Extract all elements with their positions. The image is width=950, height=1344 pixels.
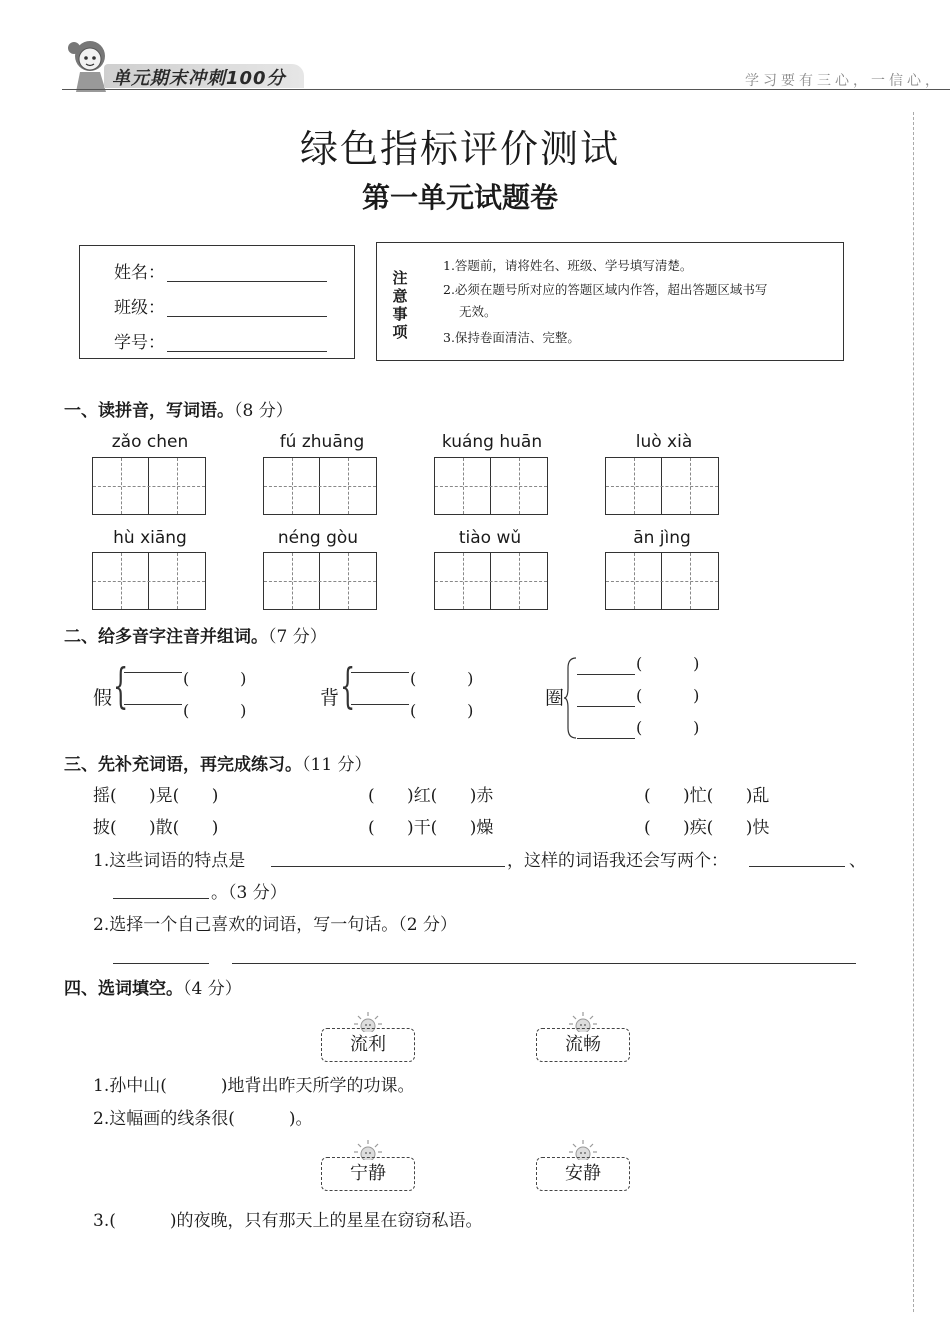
brace-icon: {: [340, 658, 356, 714]
question-text[interactable]: 1.孙中山( )地背出昨天所学的功课。: [93, 1076, 415, 1096]
brace-icon: [564, 656, 578, 740]
notice-item: 2.必须在题号所对应的答题区域内作答，超出答题区域书写: [443, 282, 768, 297]
pinyin-label: zǎo chen: [111, 432, 189, 452]
cut-line: [913, 112, 914, 1312]
section-1-heading: [64, 396, 293, 421]
question-text: 。（3 分）: [211, 883, 287, 903]
polyphone-char: 圈: [545, 687, 565, 709]
pinyin-paren[interactable]: ( ): [636, 654, 700, 673]
idiom-fill[interactable]: ( )干( )燥: [368, 818, 494, 838]
name-blank[interactable]: [167, 281, 327, 282]
pinyin-paren[interactable]: ( ): [410, 669, 474, 688]
answer-blank[interactable]: [113, 963, 209, 964]
id-field[interactable]: [114, 328, 327, 353]
name-field[interactable]: [114, 258, 327, 283]
writing-grid[interactable]: [92, 457, 206, 515]
question-text: 2.选择一个自己喜欢的词语，写一句话。（2 分）: [93, 915, 457, 935]
pinyin-label: tiào wǔ: [458, 528, 522, 548]
section-2-title: 二、给多音字注音并组词。: [64, 627, 268, 647]
pinyin-label: ān jìng: [633, 528, 691, 548]
class-field[interactable]: [114, 293, 327, 318]
id-label: 学号：: [114, 333, 165, 353]
notice-char: 注: [392, 269, 408, 287]
idiom-fill[interactable]: ( )忙( )乱: [644, 786, 770, 806]
word-blank[interactable]: [124, 704, 182, 705]
name-label: 姓名：: [114, 263, 165, 283]
word-blank[interactable]: [577, 674, 635, 675]
notice-char: 意: [392, 287, 408, 305]
section-4-score: （4 分）: [183, 979, 242, 999]
writing-grid[interactable]: [605, 457, 719, 515]
writing-grid[interactable]: [434, 457, 548, 515]
writing-grid[interactable]: [92, 552, 206, 610]
polyphone-char: 假: [93, 687, 113, 709]
writing-grid[interactable]: [263, 457, 377, 515]
word-option[interactable]: 流利: [321, 1028, 415, 1062]
word-blank[interactable]: [577, 706, 635, 707]
question-text: 、: [849, 851, 866, 871]
pinyin-label: luò xià: [635, 432, 693, 452]
word-blank[interactable]: [351, 672, 409, 673]
word-blank[interactable]: [351, 704, 409, 705]
section-1-score: （8 分）: [234, 401, 293, 421]
section-3-heading: [64, 750, 372, 775]
word-option[interactable]: 宁静: [321, 1157, 415, 1191]
section-2-heading: [64, 622, 327, 647]
question-text[interactable]: 2.这幅画的线条很( )。: [93, 1109, 313, 1129]
section-2-score: （7 分）: [268, 627, 327, 647]
idiom-fill[interactable]: ( )红( )赤: [368, 786, 494, 806]
notice-heading: [391, 269, 409, 341]
notice-item: 无效。: [459, 304, 497, 319]
idiom-fill[interactable]: ( )疾( )快: [644, 818, 770, 838]
section-4-title: 四、选词填空。: [64, 979, 183, 999]
answer-line[interactable]: [232, 963, 856, 964]
writing-grid[interactable]: [263, 552, 377, 610]
pinyin-paren[interactable]: ( ): [410, 701, 474, 720]
brand-title: 单元期末冲刺100分: [112, 68, 286, 89]
header-motto: 学习要有三心，一信心，: [745, 73, 943, 89]
idiom-fill[interactable]: 摇( )晃( ): [93, 786, 219, 806]
pinyin-paren[interactable]: ( ): [636, 718, 700, 737]
section-4-heading: [64, 974, 242, 999]
section-1-title: 一、读拼音，写词语。: [64, 401, 234, 421]
pinyin-paren[interactable]: ( ): [183, 701, 247, 720]
pinyin-label: hù xiāng: [113, 528, 187, 548]
class-blank[interactable]: [167, 316, 327, 317]
idiom-fill[interactable]: 披( )散( ): [93, 818, 219, 838]
answer-blank[interactable]: [271, 866, 505, 867]
page-subtitle: 第一单元试题卷: [361, 181, 558, 214]
student-info-box: [79, 245, 355, 359]
header-rule: [62, 89, 950, 90]
pinyin-label: fú zhuāng: [279, 432, 365, 452]
answer-blank[interactable]: [113, 898, 209, 899]
pinyin-label: néng gòu: [277, 528, 359, 548]
answer-blank[interactable]: [749, 866, 845, 867]
writing-grid[interactable]: [434, 552, 548, 610]
notice-char: 事: [392, 305, 408, 323]
question-text: ，这样的词语我还会写两个：: [507, 851, 728, 871]
page-title: 绿色指标评价测试: [299, 127, 620, 171]
section-3-title: 三、先补充词语，再完成练习。: [64, 755, 302, 775]
section-3-score: （11 分）: [302, 755, 372, 775]
polyphone-char: 背: [320, 687, 340, 709]
notice-item: 3.保持卷面清洁、完整。: [443, 330, 580, 345]
word-blank[interactable]: [577, 738, 635, 739]
notice-box: [376, 242, 844, 361]
class-label: 班级：: [114, 298, 165, 318]
pinyin-paren[interactable]: ( ): [636, 686, 700, 705]
pinyin-paren[interactable]: ( ): [183, 669, 247, 688]
word-option[interactable]: 流畅: [536, 1028, 630, 1062]
question-text: 1.这些词语的特点是: [93, 851, 246, 871]
writing-grid[interactable]: [605, 552, 719, 610]
notice-item: 1.答题前，请将姓名、班级、学号填写清楚。: [443, 258, 693, 273]
notice-char: 项: [392, 323, 408, 341]
word-blank[interactable]: [124, 672, 182, 673]
word-option[interactable]: 安静: [536, 1157, 630, 1191]
brace-icon: {: [113, 658, 129, 714]
pinyin-label: kuáng huān: [441, 432, 543, 452]
question-text[interactable]: 3.( )的夜晚，只有那天上的星星在窃窃私语。: [93, 1211, 483, 1231]
id-blank[interactable]: [167, 351, 327, 352]
